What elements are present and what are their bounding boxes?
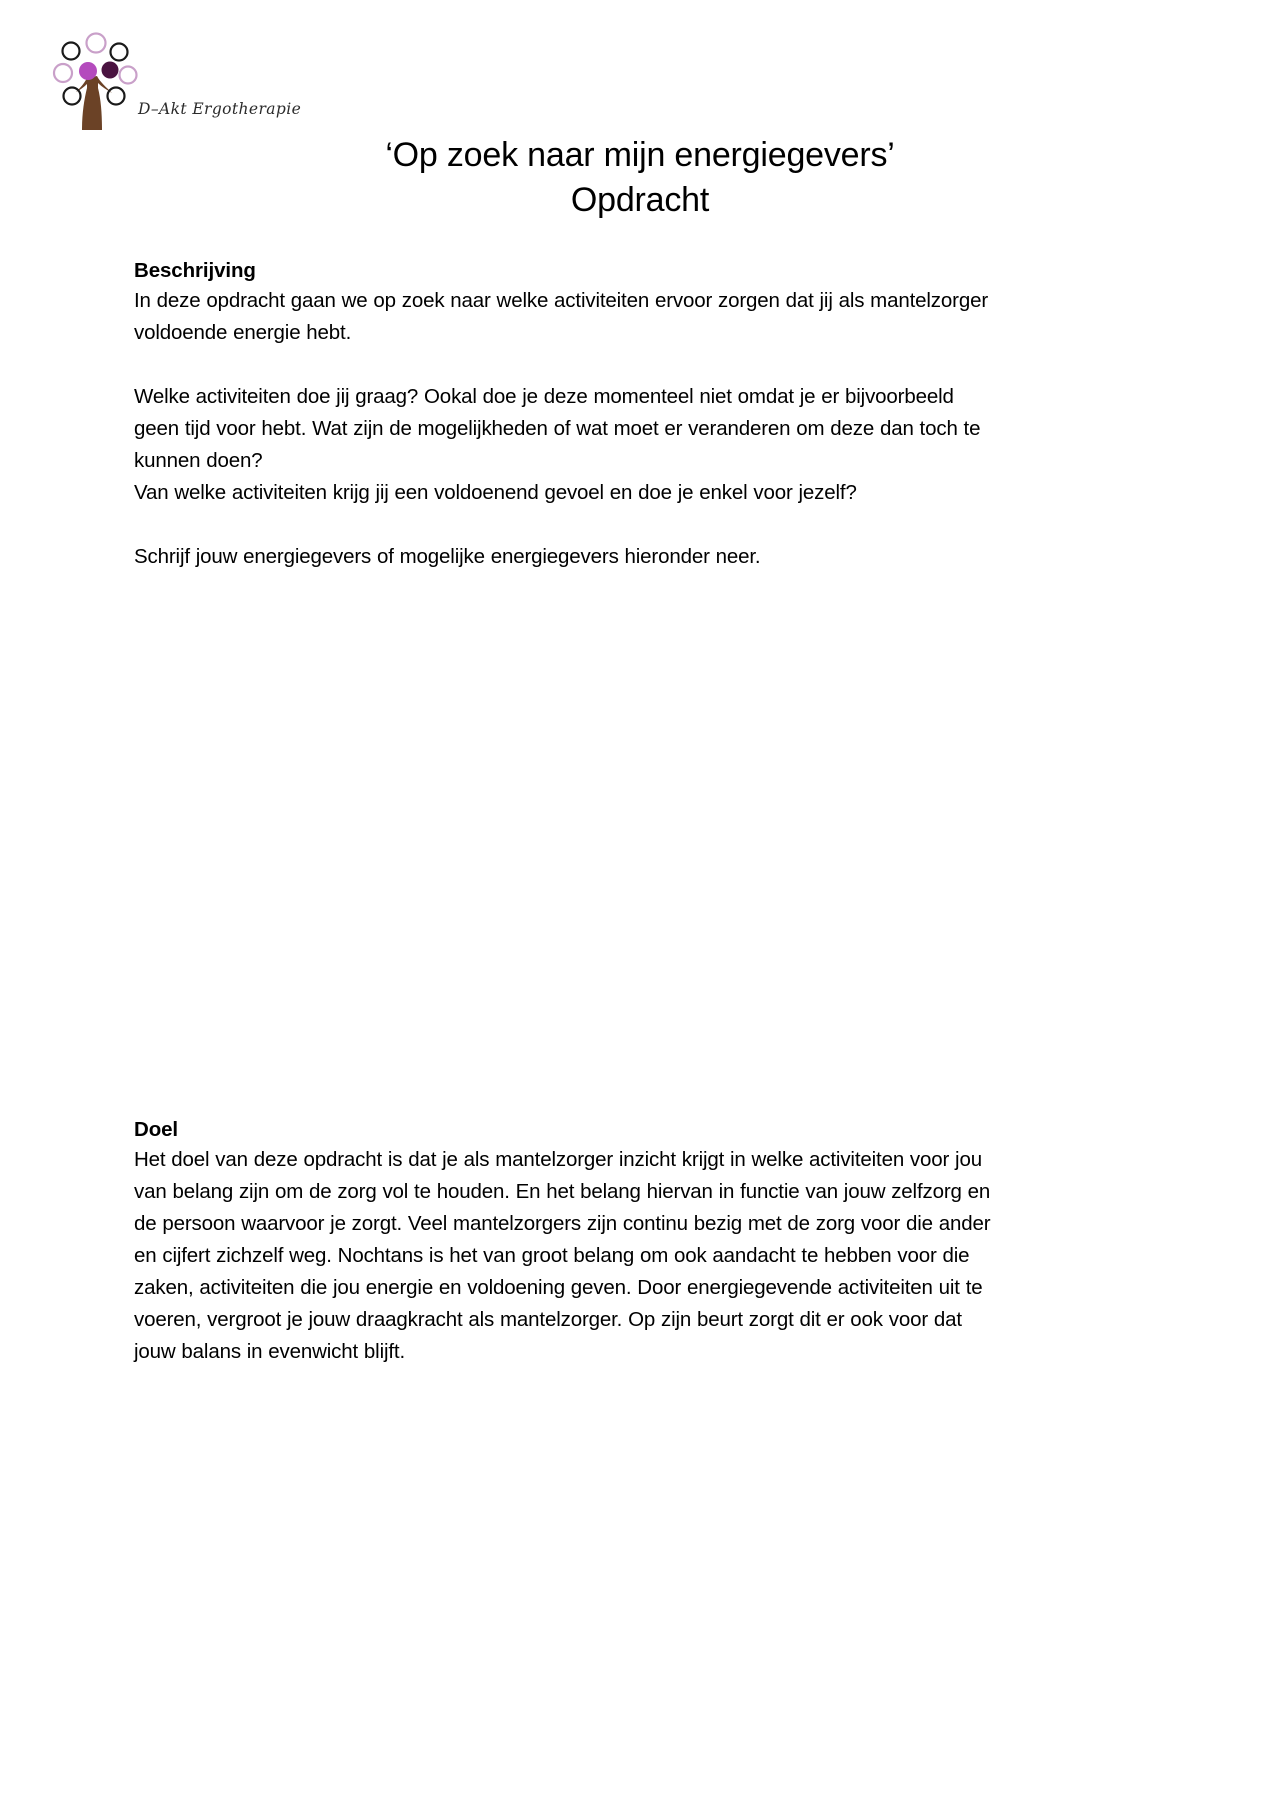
answer-writing-area[interactable] [134,580,990,1100]
page-title-line-2: Opdracht [570,181,710,219]
paragraph-spacer [134,349,990,381]
paragraph: Het doel van deze opdracht is dat je als mantelzorger inzicht krijgt in welke activiteiten voor jou van belang zijn om de zorg vol te houden. En het belang hiervan in functie van jouw zelfzorg en de persoon waarvoor je zorgt. Veel mantelzorgers zijn continu bezig met de zorg voor die ander en cijfert zichzelf weg. Nochtans is het van groot belang om ook aandacht te hebben voor die zaken, activiteiten die jou energie en voldoening geven. Door energiegevende activiteiten uit te voeren, vergroot je jouw draagkracht als mantelzorger. Op zijn beurt zorgt dit er ook voor dat jouw balans in evenwicht blijft. [134,1148,991,1363]
section-doel [134,1115,1004,1368]
section-beschrijving [134,256,990,573]
section-heading-doel: Doel [134,1118,179,1141]
logo [40,26,300,136]
paragraph: Welke activiteiten doe jij graag? Ookal doe je deze momenteel niet omdat je er bijvoorbeeld geen tijd voor hebt. Wat zijn de mogelijkheden of wat moet er veranderen om deze dan toch te kunnen doen? [134,385,981,472]
paragraph: Schrijf jouw energiegevers of mogelijke energiegevers hieronder neer. [134,545,761,568]
paragraph-spacer [134,509,990,541]
paragraph: In deze opdracht gaan we op zoek naar welke activiteiten ervoor zorgen dat jij als mantelzorger voldoende energie hebt. [134,289,989,344]
section-heading-beschrijving: Beschrijving [134,259,256,282]
page-title [0,133,1280,223]
logo-wordmark: D–Akt Ergotherapie [138,100,302,118]
page-title-line-1: ‘Op zoek naar mijn energiegevers’ [385,136,895,174]
paragraph: Van welke activiteiten krijg jij een voldoenend gevoel en doe je enkel voor jezelf? [134,481,857,504]
tree-with-circles-logo-icon [40,26,150,132]
